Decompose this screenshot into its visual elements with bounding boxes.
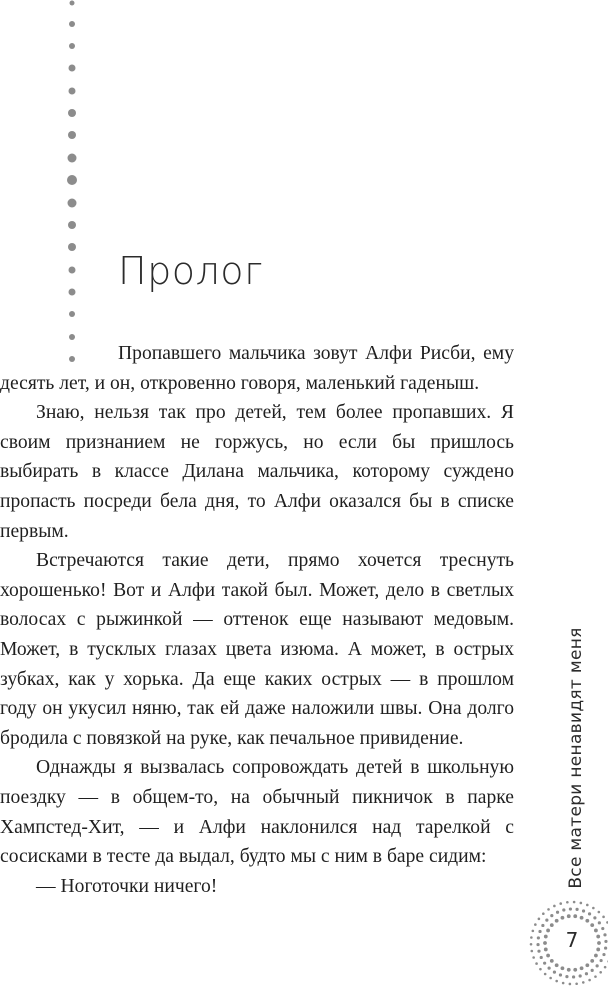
ornament-dot — [539, 968, 542, 971]
ornament-dot — [543, 962, 546, 965]
ornament-dot — [590, 959, 594, 963]
ornament-dot — [565, 975, 568, 978]
ornament-dot — [550, 914, 553, 917]
ornament-dot — [559, 973, 562, 976]
paragraph-4: Однажды я вызвалась сопровождать детей в школьную поездку — в общем-то, на обычный пикничок в парке Хампстед-Хит, — и Алфи наклонился над тарелкой с сосисками в тесте да выдал, будто мы с ним в баре сидим: — [0, 757, 514, 868]
ornament-dot — [588, 912, 591, 915]
ornament-dot — [582, 909, 585, 912]
ornament-dot — [586, 904, 589, 907]
ornament-dot — [540, 956, 543, 959]
body-text — [0, 339, 514, 901]
decorative-dot — [69, 289, 76, 296]
ornament-dot — [599, 971, 602, 974]
ornament-dot — [575, 982, 578, 985]
decorative-dot — [68, 221, 76, 229]
ornament-dot — [538, 918, 541, 921]
ornament-dot — [588, 979, 591, 982]
ornament-dot — [553, 971, 556, 974]
paragraph-5: — Ноготочки ничего! — [36, 875, 218, 897]
ornament-dot — [602, 916, 605, 919]
ornament-dot — [600, 959, 603, 962]
decorative-dot — [68, 109, 76, 117]
paragraph-1: Пропавшего мальчика зовут Алфи Рисби, ему десять лет, и он, откровенно говоря, маленький гаденыш. — [0, 343, 514, 394]
page-number-ornament — [522, 896, 608, 996]
ornament-dot — [575, 908, 578, 911]
running-head-text: Все матери ненавидят меня — [566, 626, 586, 889]
paragraph-3: Встречаются такие дети, прямо хочется треснуть хорошенько! Вот и Алфи такой был. Может, дело в светлых волосах с рыжинкой — оттенок еще называют медовым. Может, в тусклых глазах цвета изюма. А может, в острых зубках, как у хорька. Да еще каких острых — в прошлом году он укусил няню, так ей даже наложили швы. Она долго бродила с повязкой на руке, как печальное привидение. — [0, 550, 514, 749]
ornament-dot — [580, 916, 584, 920]
ornament-dot — [532, 956, 535, 959]
ornament-dot — [549, 977, 552, 980]
ornament-dot — [604, 966, 607, 969]
page-number: 7 — [565, 928, 579, 952]
ornament-dot — [585, 972, 588, 975]
ornament-dot — [566, 901, 569, 904]
ornament-dot — [592, 907, 595, 910]
decorative-dot — [68, 131, 76, 139]
ornament-dot — [542, 912, 545, 915]
decorative-dot — [68, 154, 77, 163]
decorative-dot — [69, 21, 75, 27]
ornament-dot — [535, 962, 538, 965]
ornament-dot — [567, 968, 571, 972]
ornament-dot — [573, 901, 576, 904]
ornament-dot — [596, 964, 599, 967]
ornament-dot — [555, 919, 559, 923]
ornament-dot — [602, 953, 605, 956]
ornament-dot — [562, 908, 565, 911]
ornament-dot — [573, 914, 577, 918]
decorative-dot — [68, 243, 76, 251]
decorative-dot — [70, 1, 75, 6]
ornament-dot — [547, 908, 550, 911]
ornament-dot — [572, 975, 575, 978]
ornament-dot — [556, 911, 559, 914]
ornament-dot — [569, 983, 572, 986]
ornament-dot — [579, 974, 582, 977]
ornament-dot — [594, 975, 597, 978]
ornament-dot — [559, 902, 562, 905]
paragraph-2: Знаю, нельзя так про детей, тем более пропавших. Я своим признанием не горжусь, но если бы пришлось выбирать в классе Дилана мальчика, которому суждено пропасть посреди бела дня, то Алфи оказался бы в списке первым. — [0, 402, 514, 542]
ornament-dot — [582, 981, 585, 984]
decorative-dot — [69, 43, 75, 49]
ornament-dot — [534, 923, 537, 926]
ornament-dot — [598, 911, 601, 914]
ornament-dot — [580, 902, 583, 905]
ornament-dot — [550, 923, 554, 927]
ornament-dot — [553, 905, 556, 908]
ornament-dot — [593, 916, 596, 919]
decorative-dot — [68, 199, 77, 208]
ornament-dot — [573, 968, 577, 972]
ornament-dot — [567, 914, 571, 918]
ornament-dot — [562, 982, 565, 985]
decorative-dot — [67, 175, 77, 185]
ornament-dot — [585, 919, 589, 923]
ornament-dot — [561, 916, 565, 920]
decorative-dot — [69, 65, 76, 72]
ornament-dot — [545, 919, 548, 922]
ornament-dot — [550, 959, 554, 963]
decorative-dot — [69, 88, 76, 95]
ornament-dot — [555, 980, 558, 983]
ornament-dot — [585, 963, 589, 967]
decorative-dot-column — [64, 0, 80, 370]
ornament-dot — [555, 963, 559, 967]
ornament-dot — [590, 923, 594, 927]
ornament-dot — [546, 954, 550, 958]
ornament-dot — [580, 966, 584, 970]
running-head — [556, 620, 596, 895]
ornament-dot — [541, 924, 544, 927]
ornament-dot — [569, 907, 572, 910]
ornament-dot — [594, 954, 598, 958]
ornament-dot — [561, 966, 565, 970]
ornament-dot — [544, 973, 547, 976]
chapter-title: Пролог — [118, 249, 264, 293]
decorative-dot — [69, 311, 75, 317]
ornament-dot — [591, 969, 594, 972]
ornament-dot — [548, 967, 551, 970]
ornament-dot — [598, 921, 601, 924]
decorative-dot — [69, 267, 76, 274]
